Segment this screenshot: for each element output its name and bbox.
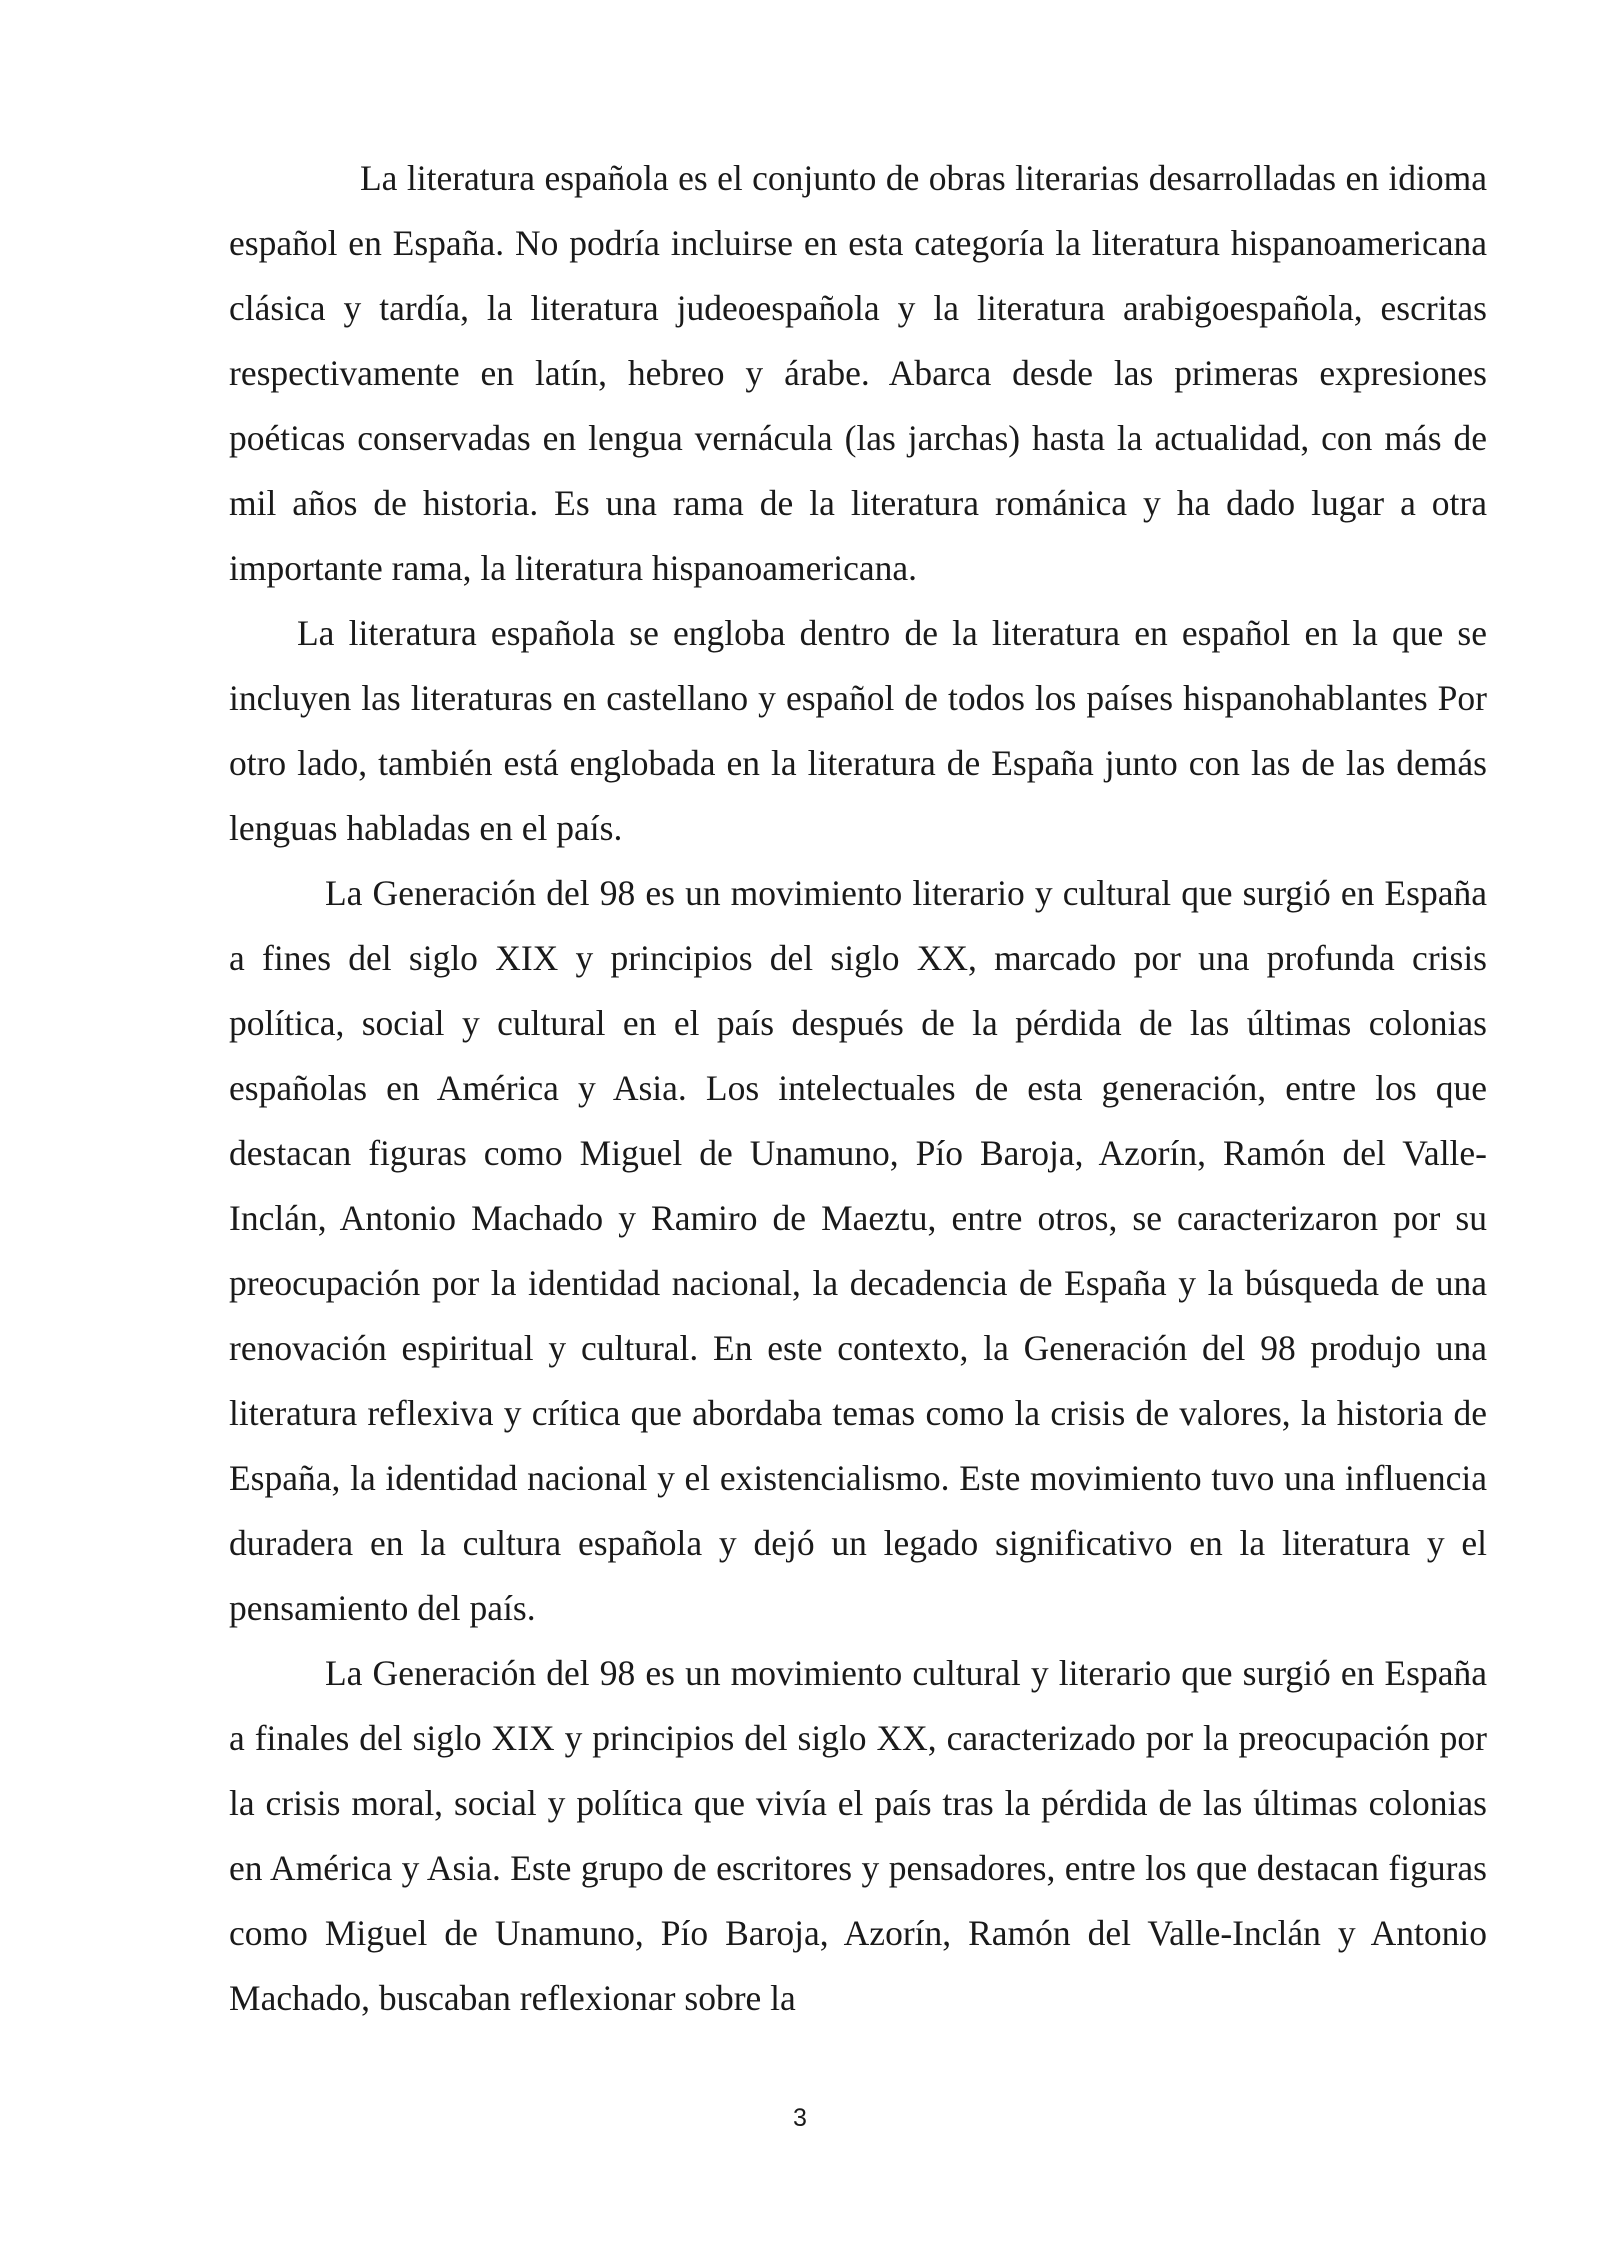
paragraph-literatura-en-espanol: La literatura española se engloba dentro de la literatura en español en la que se incluyen las literaturas en castellano y español de todos los países hispanohablantes Por otro lado, también está englobada en la literatura de España junto con las de las demás lenguas habladas en el país. <box>229 613 1487 848</box>
paragraph-generacion-98-b: La Generación del 98 es un movimiento cultural y literario que surgió en España a finales del siglo XIX y principios del siglo XX, caracterizado por la preocupación por la crisis moral, social y política que vivía el país tras la pérdida de las últimas colonias en América y Asia. Este grupo de escritores y pensadores, entre los que destacan figuras como Miguel de Unamuno, Pío Baroja, Azorín, Ramón del Valle-Inclán y Antonio Machado, buscaban reflexionar sobre la <box>229 1653 1487 2018</box>
paragraph-literatura-espanola: La literatura española es el conjunto de obras literarias desarrolladas en idioma español en España. No podría incluirse en esta categoría la literatura hispanoamericana clásica y tardía, la literatura judeoespañola y la literatura arabigoespañola, escritas respectivamente en latín, hebreo y árabe. Abarca desde las primeras expresiones poéticas conservadas en lengua vernácula (las jarchas) hasta la actualidad, con más de mil años de historia. Es una rama de la literatura románica y ha dado lugar a otra importante rama, la literatura hispanoamericana. <box>229 158 1487 588</box>
page-number: 3 <box>793 2104 807 2132</box>
body-text <box>229 146 1487 2031</box>
paragraph-generacion-98-a: La Generación del 98 es un movimiento literario y cultural que surgió en España a fines del siglo XIX y principios del siglo XX, marcado por una profunda crisis política, social y cultural en el país después de la pérdida de las últimas colonias españolas en América y Asia. Los intelectuales de esta generación, entre los que destacan figuras como Miguel de Unamuno, Pío Baroja, Azorín, Ramón del Valle-Inclán, Antonio Machado y Ramiro de Maeztu, entre otros, se caracterizaron por su preocupación por la identidad nacional, la decadencia de España y la búsqueda de una renovación espiritual y cultural. En este contexto, la Generación del 98 produjo una literatura reflexiva y crítica que abordaba temas como la crisis de valores, la historia de España, la identidad nacional y el existencialismo. Este movimiento tuvo una influencia duradera en la cultura española y dejó un legado significativo en la literatura y el pensamiento del país. <box>229 873 1487 1628</box>
